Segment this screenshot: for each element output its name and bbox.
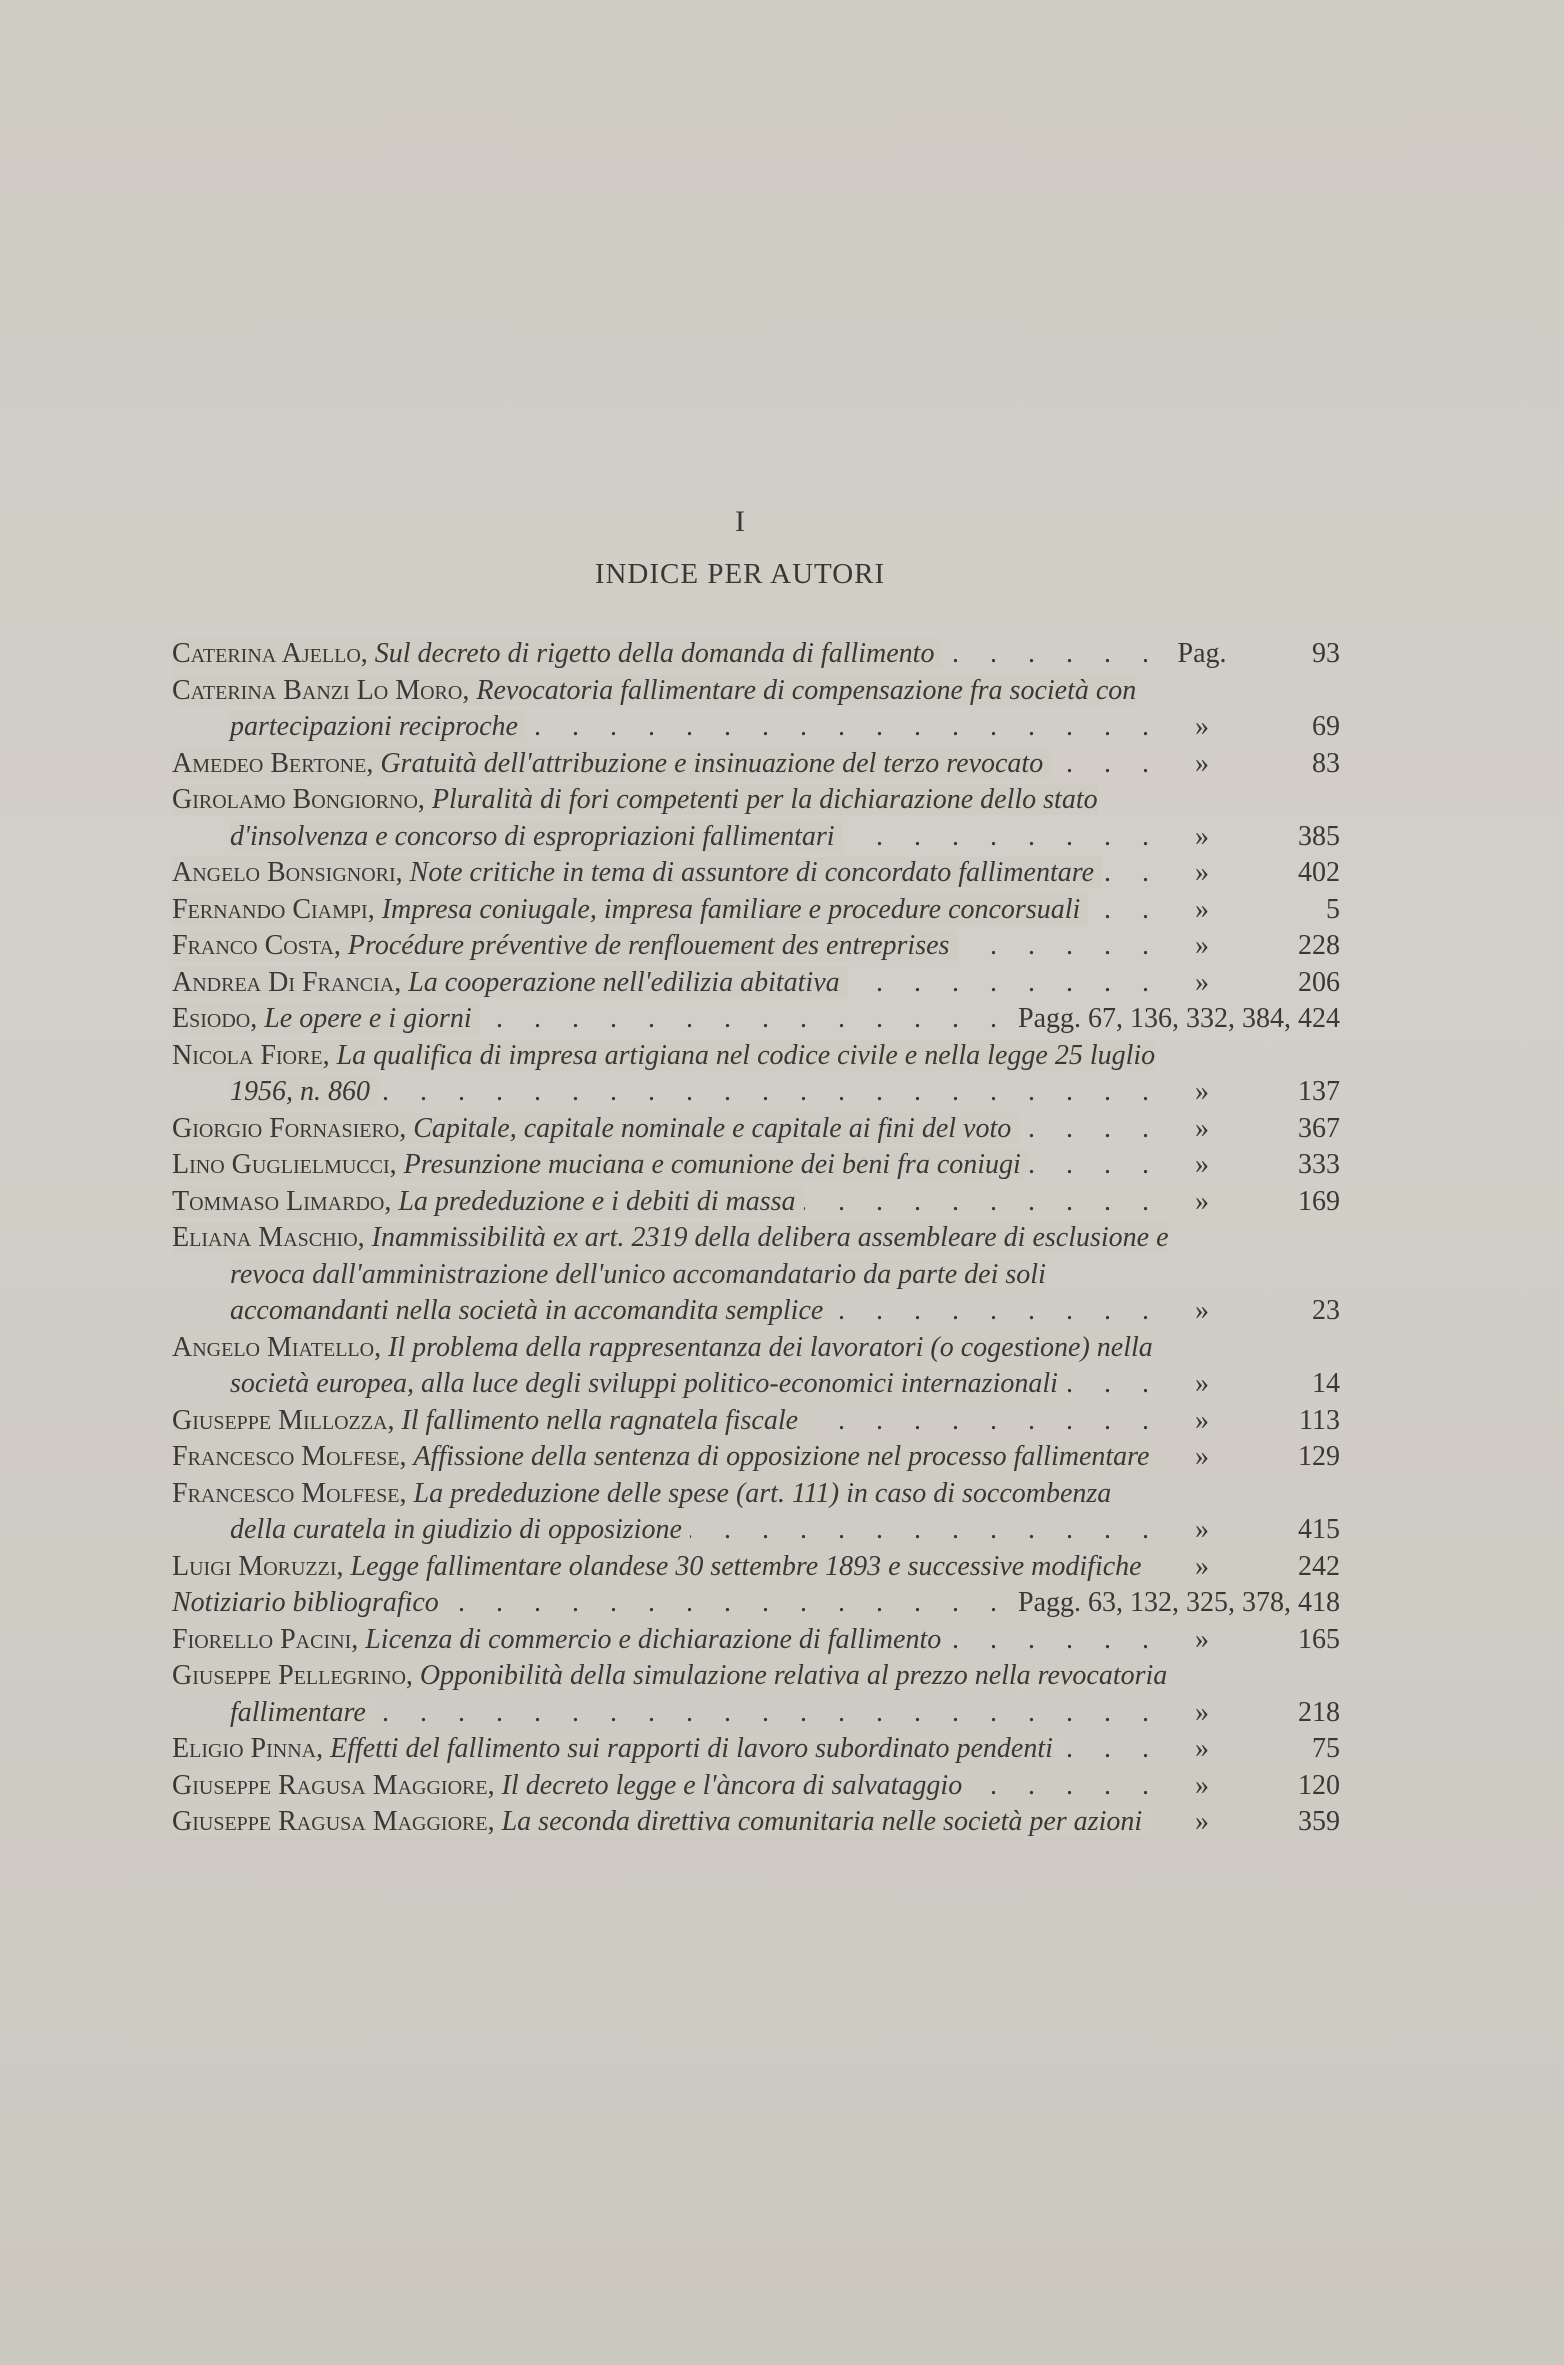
index-entry	[172, 1439, 1340, 1476]
entry-work-title: Pluralità di fori competenti per la dichiarazione dello stato d'insolvenza e concorso di espropriazioni fallimentari	[230, 784, 1098, 852]
index-entry	[172, 636, 1340, 673]
entry-page-number: 129	[1298, 1441, 1340, 1472]
entry-page-number: 228	[1298, 930, 1340, 961]
index-entry	[172, 1476, 1340, 1549]
entry-author: Giuseppe Millozza	[172, 1404, 388, 1436]
entry-author: Andrea Di Francia	[172, 966, 395, 998]
entry-work-title: Affissione della sentenza di opposizione nel processo fallimentare	[413, 1441, 1150, 1472]
entry-page-prefix: »	[1195, 1769, 1209, 1801]
entry-author: Francesco Molfese	[172, 1441, 400, 1472]
entry-text: Esiodo, Le opere e i giorni . . .	[172, 1001, 1008, 1038]
entry-text: Fiorello Pacini, Licenza di commercio e dichiarazione di fallimento . . .	[172, 1622, 1172, 1659]
index-entry	[172, 928, 1340, 965]
entry-page-number: 218	[1298, 1696, 1340, 1728]
entry-page-prefix: »	[1195, 1112, 1209, 1144]
entry-author: Eligio Pinna	[172, 1733, 317, 1764]
entry-text: Luigi Moruzzi, Legge fallimentare olandese 30 settembre 1893 e successive modifiche . . .	[172, 1549, 1172, 1586]
entry-text: Fernando Ciampi, Impresa coniugale, impresa familiare e procedure concorsuali . . .	[172, 892, 1172, 929]
entry-text: Tommaso Limardo, La prededuzione e i debiti di massa . . .	[172, 1184, 1172, 1221]
index-entry	[172, 1768, 1340, 1805]
section-numeral: I	[735, 505, 745, 538]
entry-work-title: Capitale, capitale nominale e capitale ai fini del voto	[413, 1112, 1012, 1144]
entry-text: Eliana Maschio, Inammissibilità ex art. 2319 della delibera assembleare di esclusione e revoca dall'amministrazione dell'unico accomandatario da parte dei soli accomandanti nella società in accomandita semplice . . .	[172, 1220, 1172, 1330]
entry-page-prefix: »	[1195, 1076, 1209, 1107]
entry-text: Angelo Miatello, Il problema della rappresentanza dei lavoratori (o cogestione) nella società europea, alla luce degli sviluppi politico-economici internazionali . . .	[172, 1330, 1172, 1403]
entry-page-number: 113	[1299, 1404, 1340, 1436]
entry-author: Franco Costa	[172, 930, 334, 961]
entry-page-prefix: »	[1195, 1441, 1209, 1472]
entry-text: Nicola Fiore, La qualifica di impresa artigiana nel codice civile e nella legge 25 luglio 1956, n. 860 . . .	[172, 1038, 1172, 1111]
entry-page-number: 69	[1312, 711, 1340, 742]
index-entry	[172, 1403, 1340, 1440]
entry-work-title: Legge fallimentare olandese 30 settembre 1893 e successive modifiche	[350, 1550, 1142, 1582]
entry-author: Lino Guglielmucci	[172, 1149, 390, 1180]
page-title: INDICE PER AUTORI	[594, 558, 886, 590]
entry-author: Giorgio Fornasiero	[172, 1112, 400, 1144]
entry-work-title: Effetti del fallimento sui rapporti di lavoro subordinato pendenti	[330, 1733, 1053, 1764]
entry-work-title: La prededuzione e i debiti di massa	[398, 1185, 796, 1217]
entry-page-prefix: »	[1195, 1295, 1209, 1326]
index-entry	[172, 1731, 1340, 1768]
entry-text: Giuseppe Ragusa Maggiore, La seconda direttiva comunitaria nelle società per azioni . . .	[172, 1804, 1172, 1841]
entry-work-title: Il fallimento nella ragnatela fiscale	[401, 1404, 799, 1436]
entry-work-title: Le opere e i giorni	[264, 1003, 472, 1034]
entry-author: Nicola Fiore	[172, 1039, 323, 1071]
index-entry	[172, 673, 1340, 746]
entry-text: Giuseppe Ragusa Maggiore, Il decreto legge e l'àncora di salvataggio . . .	[172, 1768, 1172, 1805]
entry-page-number: 120	[1298, 1769, 1340, 1801]
entry-text: Andrea Di Francia, La cooperazione nell'edilizia abitativa . . .	[172, 965, 1172, 1002]
entry-text: Franco Costa, Procédure préventive de renflouement des entreprises . . .	[172, 928, 1172, 965]
entry-text: Francesco Molfese, La prededuzione delle spese (art. 111) in caso di soccombenza della curatela in giudizio di opposizione . . .	[172, 1476, 1172, 1549]
entry-page-prefix: »	[1195, 1185, 1209, 1217]
index-entry	[172, 1549, 1340, 1586]
entry-work-title: Procédure préventive de renflouement des entreprises	[347, 930, 950, 961]
entry-work-title: La cooperazione nell'edilizia abitativa	[408, 966, 840, 998]
entry-page-number: 402	[1298, 857, 1340, 888]
entry-work-title: Presunzione muciana e comunione dei beni fra coniugi	[403, 1149, 1021, 1180]
entry-page-number: 14	[1312, 1368, 1340, 1399]
entry-text: Lino Guglielmucci, Presunzione muciana e comunione dei beni fra coniugi . . .	[172, 1147, 1172, 1184]
entry-author: Giuseppe Ragusa Maggiore	[172, 1806, 488, 1837]
entry-text: Francesco Molfese, Affissione della sentenza di opposizione nel processo fallimentare . . .	[172, 1439, 1172, 1476]
entry-text: Caterina Ajello, Sul decreto di rigetto della domanda di fallimento . . .	[172, 636, 1172, 673]
entry-work-title: La qualifica di impresa artigiana nel codice civile e nella legge 25 luglio 1956, n. 860	[230, 1039, 1156, 1107]
entry-work-title: Note critiche in tema di assuntore di concordato fallimentare	[409, 857, 1095, 888]
entry-text	[172, 1585, 1008, 1622]
entry-page-prefix: »	[1195, 857, 1209, 888]
entry-page-number: 5	[1326, 893, 1340, 925]
entry-work-title: La prededuzione delle spese (art. 111) in caso di soccombenza della curatela in giudizio di opposizione	[230, 1477, 1112, 1545]
entry-page-prefix: »	[1195, 1733, 1209, 1764]
entry-text: Giuseppe Pellegrino, Opponibilità della simulazione relativa al prezzo nella revocatoria fallimentare . . .	[172, 1658, 1172, 1731]
entry-author: Angelo Miatello	[172, 1331, 375, 1363]
entry-page-prefix: »	[1195, 747, 1209, 779]
entry-page-prefix: »	[1195, 1623, 1209, 1655]
entry-author: Francesco Molfese	[172, 1477, 400, 1509]
entry-page-number: 83	[1312, 747, 1340, 779]
entry-page-prefix: »	[1195, 1806, 1209, 1837]
entry-work-title: Il problema della rappresentanza dei lavoratori (o cogestione) nella società europea, alla luce degli sviluppi politico-economici internazionali	[230, 1331, 1153, 1399]
index-entry	[172, 1184, 1340, 1221]
index-entry	[172, 746, 1340, 783]
index-entry	[172, 1804, 1340, 1841]
entry-page-number: 333	[1298, 1149, 1340, 1180]
entry-page-number: 75	[1312, 1733, 1340, 1764]
entry-work-title: Notiziario bibliografico	[172, 1587, 439, 1618]
entry-page-prefix: »	[1195, 893, 1209, 925]
entry-page-number: 242	[1298, 1550, 1340, 1582]
entry-page-number: 165	[1298, 1623, 1340, 1655]
entry-pages: Pagg. 63, 132, 325, 378, 418	[1018, 1587, 1340, 1618]
entry-work-title: Revocatoria fallimentare di compensazione fra società con partecipazioni reciproche	[230, 674, 1137, 742]
entry-author: Giuseppe Pellegrino	[172, 1660, 406, 1691]
entry-page-prefix: »	[1195, 966, 1209, 998]
entry-page-prefix: »	[1195, 1514, 1209, 1545]
index-entry	[172, 1330, 1340, 1403]
index-entry	[172, 782, 1340, 855]
entry-page-prefix: »	[1195, 1550, 1209, 1582]
index-entry	[172, 1147, 1340, 1184]
entry-page-prefix: »	[1195, 711, 1209, 742]
entry-page-number: 206	[1298, 966, 1340, 998]
entry-page-number: 385	[1298, 820, 1340, 852]
entry-text: Angelo Bonsignori, Note critiche in tema di assuntore di concordato fallimentare . . .	[172, 855, 1172, 892]
entry-work-title: La seconda direttiva comunitaria nelle società per azioni	[501, 1806, 1143, 1837]
entry-author: Giuseppe Ragusa Maggiore	[172, 1769, 488, 1801]
entry-author: Eliana Maschio	[172, 1222, 358, 1253]
index-entry	[172, 1622, 1340, 1659]
entry-work-title: Inammissibilità ex art. 2319 della delibera assembleare di esclusione e revoca dall'amministrazione dell'unico accomandatario da parte dei soli accomandanti nella società in accomandita semplice	[230, 1222, 1169, 1326]
index-entry	[172, 1658, 1340, 1731]
entry-author: Luigi Moruzzi	[172, 1550, 337, 1582]
entry-work-title: Sul decreto di rigetto della domanda di fallimento	[374, 638, 935, 669]
entry-text: Eligio Pinna, Effetti del fallimento sui rapporti di lavoro subordinato pendenti . . .	[172, 1731, 1172, 1768]
entry-page-number: 169	[1298, 1185, 1340, 1217]
entry-author: Amedeo Bertone	[172, 747, 367, 779]
entry-author: Tommaso Limardo	[172, 1185, 385, 1217]
entry-page-number: 367	[1298, 1112, 1340, 1144]
index-entry	[172, 1585, 1340, 1622]
entry-work-title: Impresa coniugale, impresa familiare e procedure concorsuali	[381, 893, 1081, 925]
entry-author: Esiodo	[172, 1003, 251, 1034]
entry-page-prefix: »	[1195, 1404, 1209, 1436]
entry-author: Angelo Bonsignori	[172, 857, 396, 888]
entry-text: Caterina Banzi Lo Moro, Revocatoria fallimentare di compensazione fra società con partecipazioni reciproche . . .	[172, 673, 1172, 746]
entry-author: Caterina Banzi Lo Moro	[172, 674, 463, 706]
entry-work-title: Licenza di commercio e dichiarazione di fallimento	[365, 1623, 942, 1655]
entry-author: Fernando Ciampi	[172, 893, 368, 925]
entry-page-number: 23	[1312, 1295, 1340, 1326]
index-entry	[172, 1038, 1340, 1111]
entry-text: Giuseppe Millozza, Il fallimento nella ragnatela fiscale . . .	[172, 1403, 1172, 1440]
index-entry	[172, 892, 1340, 929]
entry-page-number: 359	[1298, 1806, 1340, 1837]
entry-work-title: Il decreto legge e l'àncora di salvataggio	[501, 1769, 963, 1801]
entry-author: Girolamo Bongiorno	[172, 784, 418, 815]
entry-text: Girolamo Bongiorno, Pluralità di fori competenti per la dichiarazione dello stato d'insolvenza e concorso di espropriazioni fallimentari . . .	[172, 782, 1172, 855]
index-entry	[172, 855, 1340, 892]
entry-page-prefix: »	[1195, 820, 1209, 852]
entry-author: Caterina Ajello	[172, 638, 361, 669]
entry-page-prefix: »	[1195, 930, 1209, 961]
entry-author: Fiorello Pacini	[172, 1623, 352, 1655]
entry-work-title: Gratuità dell'attribuzione e insinuazione del terzo revocato	[380, 747, 1044, 779]
entry-page-number: 415	[1298, 1514, 1340, 1545]
entry-text: Amedeo Bertone, Gratuità dell'attribuzione e insinuazione del terzo revocato . . .	[172, 746, 1172, 783]
entry-page-prefix: »	[1195, 1149, 1209, 1180]
index-entry	[172, 965, 1340, 1002]
author-index-list	[172, 636, 1340, 1841]
index-entry	[172, 1001, 1340, 1038]
entry-text: Giorgio Fornasiero, Capitale, capitale nominale e capitale ai fini del voto . . .	[172, 1111, 1172, 1148]
entry-work-title: Opponibilità della simulazione relativa al prezzo nella revocatoria fallimentare	[230, 1660, 1168, 1728]
entry-page-number: 137	[1298, 1076, 1340, 1107]
entry-page-prefix: Pag.	[1177, 638, 1227, 669]
entry-pages: Pagg. 67, 136, 332, 384, 424	[1018, 1003, 1340, 1034]
entry-page-prefix: »	[1195, 1368, 1209, 1399]
index-entry	[172, 1220, 1340, 1330]
entry-page-prefix: »	[1195, 1696, 1209, 1728]
entry-page-number: 93	[1312, 638, 1340, 669]
index-entry	[172, 1111, 1340, 1148]
